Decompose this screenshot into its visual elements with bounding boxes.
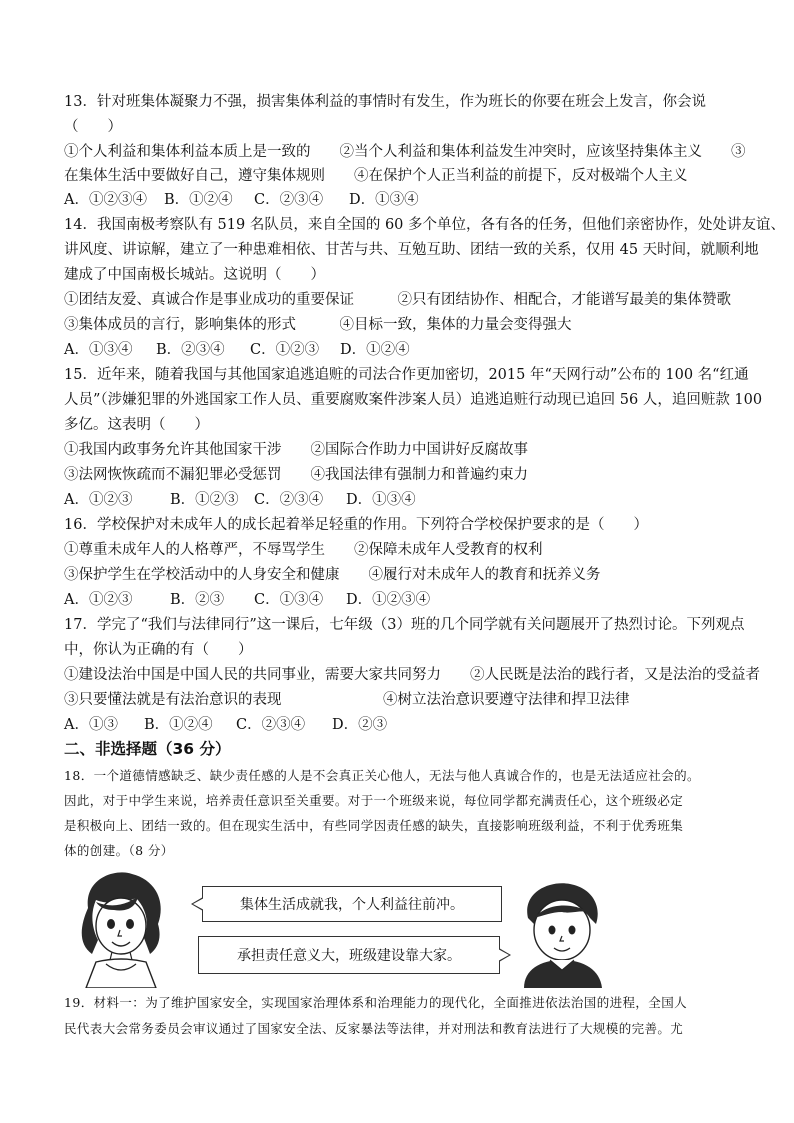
q14-option-d[interactable]: D．①②④ [340, 342, 410, 358]
q16-option-c[interactable]: C．①③④ [254, 592, 324, 608]
q13-options [64, 190, 744, 210]
q13-option-a[interactable]: A．①②③④ [64, 192, 147, 208]
q14-option-a[interactable]: A．①③④ [64, 342, 133, 358]
q15-stem-line1: 15．近年来，随着我国与其他国家追逃追赃的司法合作更加密切，2015 年“天网行动”公布的 100 名“红通 [64, 367, 749, 383]
speech-bubble-girl-text: 集体生活成就我，个人利益往前冲。 [240, 897, 464, 913]
q15-stem-line3: 多亿。这表明（ ） [64, 417, 209, 433]
q19-stem-line2: 民代表大会常务委员会审议通过了国家安全法、反家暴法等法律，并对刑法和教育法进行了大规模的完善。尤 [64, 1021, 684, 1036]
q13-option-c[interactable]: C．②③④ [254, 192, 324, 208]
q15-option-c[interactable]: C．②③④ [254, 492, 324, 508]
q16-statement-line1: ①尊重未成年人的人格尊严，不辱骂学生 ②保障未成年人受教育的权利 [64, 542, 543, 558]
q13-statement-line2: 在集体生活中要做好自己，遵守集体规则 ④在保护个人正当利益的前提下，反对极端个人主义 [64, 168, 688, 184]
q18-stem-line4: 体的创建。（8 分） [64, 843, 174, 858]
q17-statement-line2: ③只要懂法就是有法治意识的表现 ④树立法治意识要遵守法律和捍卫法律 [64, 692, 630, 708]
q14-option-b[interactable]: B．②③④ [156, 342, 225, 358]
section-heading: 二、非选择题（36 分） [64, 740, 231, 758]
speech-bubble-boy [198, 936, 500, 974]
q13-statement-line1: ①个人利益和集体利益本质上是一致的 ②当个人利益和集体利益发生冲突时，应该坚持集体主义 ③ [64, 144, 746, 160]
q18-stem-line1: 18．一个道德情感缺乏、缺少责任感的人是不会真正关心他人，无法与他人真诚合作的，也是无法适应社会的。 [64, 768, 700, 783]
q17-stem-line1: 17．学完了“我们与法律同行”这一课后，七年级（3）班的几个同学就有关问题展开了热烈讨论。下列观点 [64, 617, 745, 633]
q17-option-c[interactable]: C．②③④ [236, 717, 306, 733]
q16-option-a[interactable]: A．①②③ [64, 592, 133, 608]
q13-option-b[interactable]: B．①②④ [164, 192, 233, 208]
speech-bubble-boy-text: 承担责任意义大，班级建设靠大家。 [237, 948, 461, 964]
q15-statement-line2: ③法网恢恢疏而不漏犯罪必受惩罚 ④我国法律有强制力和普遍约束力 [64, 467, 528, 483]
q15-statement-line1: ①我国内政事务允许其他国家干涉 ②国际合作助力中国讲好反腐故事 [64, 442, 528, 458]
q17-statement-line1: ①建设法治中国是中国人民的共同事业，需要大家共同努力 ②人民既是法治的践行者，又是法治的受益者 [64, 667, 760, 683]
q15-option-b[interactable]: B．①②③ [170, 492, 239, 508]
q16-stem-line1: 16．学校保护对未成年人的成长起着举足轻重的作用。下列符合学校保护要求的是（ ） [64, 517, 648, 533]
q14-statement-line1: ①团结友爱、真诚合作是事业成功的重要保证 ②只有团结协作、相配合，才能谱写最美的集体赞歌 [64, 292, 731, 308]
q14-stem-line1: 14．我国南极考察队有 519 名队员，来自全国的 60 多个单位，各有各的任务，但他们亲密协作，处处讲友谊、 [64, 217, 786, 233]
q16-option-d[interactable]: D．①②③④ [346, 592, 431, 608]
q17-option-a[interactable]: A．①③ [64, 717, 118, 733]
q17-option-d[interactable]: D．②③ [332, 717, 388, 733]
q13-stem-line1: 13．针对班集体凝聚力不强，损害集体利益的事情时有发生，作为班长的你要在班会上发言，你会说 [64, 94, 706, 110]
q14-stem-line3: 建成了中国南极长城站。这说明（ ） [64, 267, 325, 283]
q15-stem-line2: 人员”（涉嫌犯罪的外逃国家工作人员、重要腐败案件涉案人员）追逃追赃行动现已追回 56 人，追回赃款 100 [64, 392, 763, 408]
girl-illustration [66, 868, 176, 988]
q17-stem-line2: 中，你认为正确的有（ ） [64, 642, 253, 658]
q17-option-b[interactable]: B．①②④ [144, 717, 213, 733]
q13-stem-line2: （ ） [64, 119, 122, 135]
q15-options [64, 490, 744, 510]
q13-option-d[interactable]: D．①③④ [349, 192, 419, 208]
q15-option-a[interactable]: A．①②③ [64, 492, 133, 508]
q16-statement-line2: ③保护学生在学校活动中的人身安全和健康 ④履行对未成年人的教育和抚养义务 [64, 567, 601, 583]
q17-options [64, 715, 744, 735]
q18-stem-line2: 因此，对于中学生来说，培养责任意识至关重要。对于一个班级来说，每位同学都充满责任心，这个班级必定 [64, 793, 684, 808]
q15-option-d[interactable]: D．①③④ [346, 492, 416, 508]
boy-illustration [510, 878, 610, 988]
q18-stem-line3: 是积极向上、团结一致的。但在现实生活中，有些同学因责任感的缺失，直接影响班级利益，不利于优秀班集 [64, 818, 684, 833]
q14-stem-line2: 讲风度、讲谅解，建立了一种患难相依、甘苦与共、互勉互助、团结一致的关系，仅用 45 天时间，就顺利地 [64, 242, 759, 258]
q19-stem-line1: 19．材料一：为了维护国家安全，实现国家治理体系和治理能力的现代化，全面推进依法治国的进程，全国人 [64, 995, 688, 1010]
q14-option-c[interactable]: C．①②③ [250, 342, 320, 358]
q14-statement-line2: ③集体成员的言行，影响集体的形式 ④目标一致，集体的力量会变得强大 [64, 317, 572, 333]
q14-options [64, 340, 744, 360]
q16-options [64, 590, 744, 610]
speech-bubble-girl [202, 886, 502, 922]
q16-option-b[interactable]: B．②③ [170, 592, 225, 608]
